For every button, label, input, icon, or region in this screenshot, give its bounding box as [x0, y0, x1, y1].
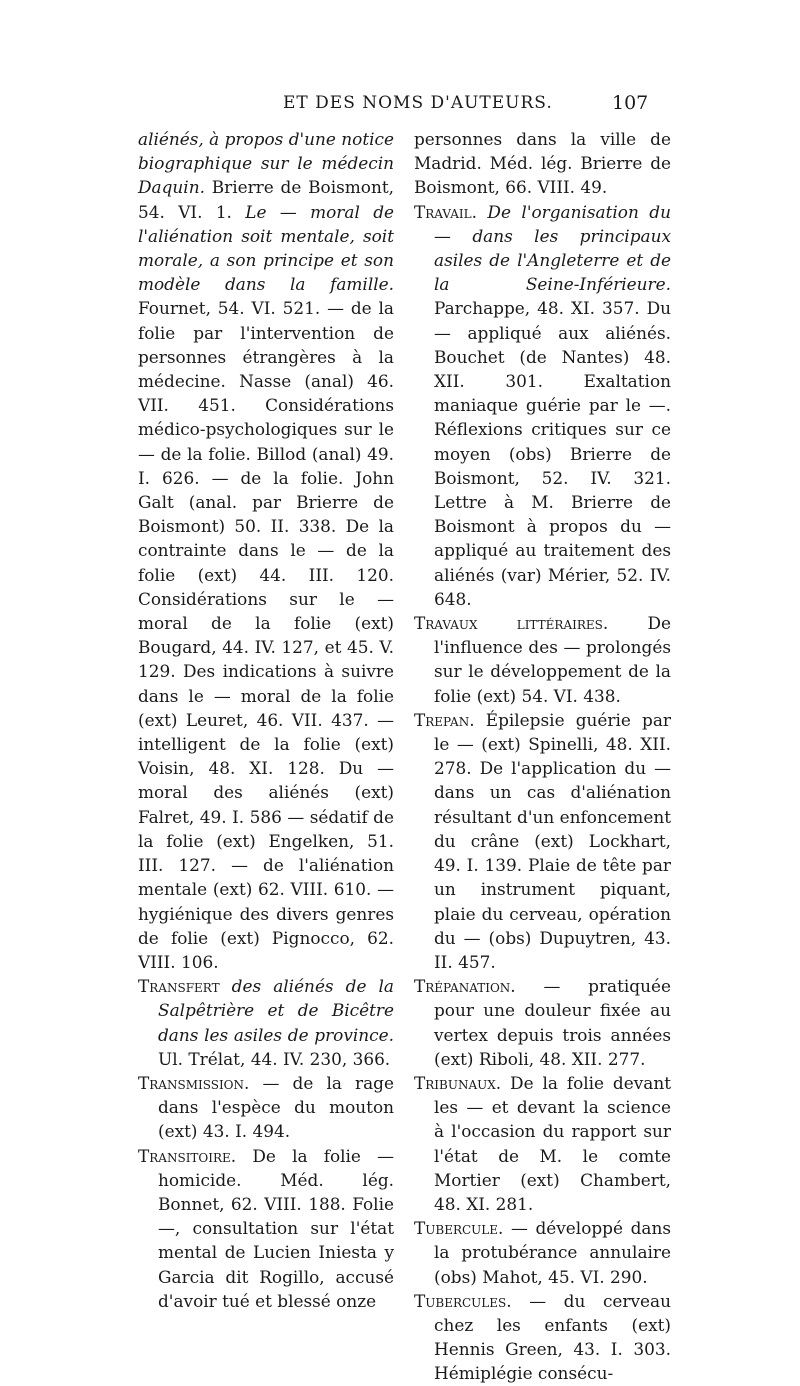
- entry-headword: Travaux littéraires.: [414, 613, 609, 634]
- entry-text: — du cerveau chez les enfants (ext) Hennis Green, 43. I. 303. Hémiplégie consécu-: [434, 1290, 671, 1384]
- index-entry: [138, 1071, 394, 1144]
- entry-headword: Travail.: [414, 201, 477, 222]
- entry-text: De la folie — homicide. Méd. lég. Bonnet, 62. VIII. 188. Folie —, consultation sur l'état mental de Lucien Iniesta y Garcia dit Rogillo, accusé d'avoir tué et blessé onze: [158, 1145, 394, 1311]
- entry-text: De la folie devant les — et devant la science à l'occasion du rapport sur l'état de M. le comte Mortier (ext) Chambert, 48. XI. 281.: [434, 1072, 671, 1214]
- entry-text: Épilepsie guérie par le — (ext) Spinelli, 48. XII. 278. De l'application du — dans un cas d'aliénation résultant d'un enfoncement du crâne (ext) Lockhart, 49. I. 139. Plaie de tête par un instrument piquant, plaie du cerveau, opération du — (obs) Dupuytren, 43. II. 457.: [434, 709, 671, 972]
- entry-text: — de la rage dans l'espèce du mouton (ext) 43. I. 494.: [158, 1072, 394, 1142]
- entry-headword: Tubercules.: [414, 1290, 512, 1311]
- index-entry: [414, 974, 671, 1071]
- index-entry: [414, 611, 671, 708]
- running-header: [0, 92, 800, 122]
- entry-title-text: Le — moral de l'aliénation soit mentale, soit morale, a son principe et son modèle dans la famille.: [138, 201, 395, 295]
- index-entry: [414, 1071, 671, 1216]
- index-entry: [138, 1144, 394, 1313]
- right-column: [414, 127, 671, 1386]
- entry-text: — développé dans la protubérance annulaire (obs) Mahot, 45. VI. 290.: [434, 1218, 671, 1287]
- entry-text: Fournet, 54. VI. 521. — de la folie par l'intervention de personnes étrangères à la médecine. Nasse (anal) 46. VII. 451. Considérations médico-psychologiques sur le — de la folie. Billod (anal) 49. I. 626. — de la folie. John Galt (anal. par Brierre de Boismont) 50. II. 338. De la contrainte dans le — de la folie (ext) 44. III. 120. Considérations sur le — moral de la folie (ext) Bougard, 44. IV. 127, et 45. V. 129. Des indications à suivre dans le — moral de la folie (ext) Leuret, 46. VII. 437. — intelligent de la folie (ext) Voisin, 48. XI. 128. Du — moral des aliénés (ext) Falret, 49. I. 586 — sédatif de la folie (ext) Engelken, 51. III. 127. — de l'aliénation mentale (ext) 62. VIII. 610. — hygiénique des divers genres de folie (ext) Pignocco, 62. VIII. 106.: [138, 298, 394, 972]
- page-number: 107: [612, 92, 649, 114]
- index-entry: [414, 708, 671, 974]
- entry-title-text: De l'organisation du — dans les principaux asiles de l'Angleterre et de la Seine-Inférieure.: [434, 201, 671, 295]
- entry-headword: Trépanation.: [414, 976, 516, 997]
- left-column: [138, 127, 394, 1313]
- entry-title-text: des aliénés de la Salpêtrière et de Bicêtre dans les asiles de province.: [158, 976, 394, 1045]
- entry-text: Brierre de Boismont, 54. VI. 1.: [138, 177, 394, 222]
- entry-headword: Transmission.: [138, 1072, 250, 1093]
- running-header-title: ET DES NOMS D'AUTEURS.: [283, 93, 553, 113]
- index-entry: [138, 127, 394, 974]
- index-entry: [414, 200, 671, 611]
- entry-headword: Tubercule.: [414, 1218, 504, 1239]
- entry-text: De l'influence des — prolongés sur le développement de la folie (ext) 54. VI. 438.: [434, 613, 671, 706]
- index-entry: [414, 1289, 671, 1386]
- entry-headword: Trepan.: [414, 709, 475, 730]
- entry-headword: Transfert: [138, 976, 220, 997]
- entry-text: Parchappe, 48. XI. 357. Du — appliqué aux aliénés. Bouchet (de Nantes) 48. XII. 301. Exaltation maniaque guérie par le —. Réflexions critiques sur ce moyen (obs) Brierre de Boismont, 52. IV. 321. Lettre à M. Brierre de Boismont à propos du — appliqué au traitement des aliénés (var) Mérier, 52. IV. 648.: [434, 298, 671, 609]
- index-entry: [138, 974, 394, 1071]
- entry-title-text: aliénés, à propos d'une notice biographique sur le médecin Daquin.: [138, 129, 394, 198]
- entry-headword: Tribunaux.: [414, 1072, 502, 1093]
- entry-text: personnes dans la ville de Madrid. Méd. lég. Brierre de Boismont, 66. VIII. 49.: [414, 129, 671, 198]
- index-entry: [414, 1216, 671, 1289]
- index-entry: [414, 127, 671, 200]
- entry-text: Ul. Trélat, 44. IV. 230, 366.: [158, 1048, 391, 1069]
- entry-headword: Transitoire.: [138, 1145, 237, 1166]
- entry-text: — pratiquée pour une douleur fixée au vertex depuis trois années (ext) Riboli, 48. XII. 277.: [434, 976, 671, 1069]
